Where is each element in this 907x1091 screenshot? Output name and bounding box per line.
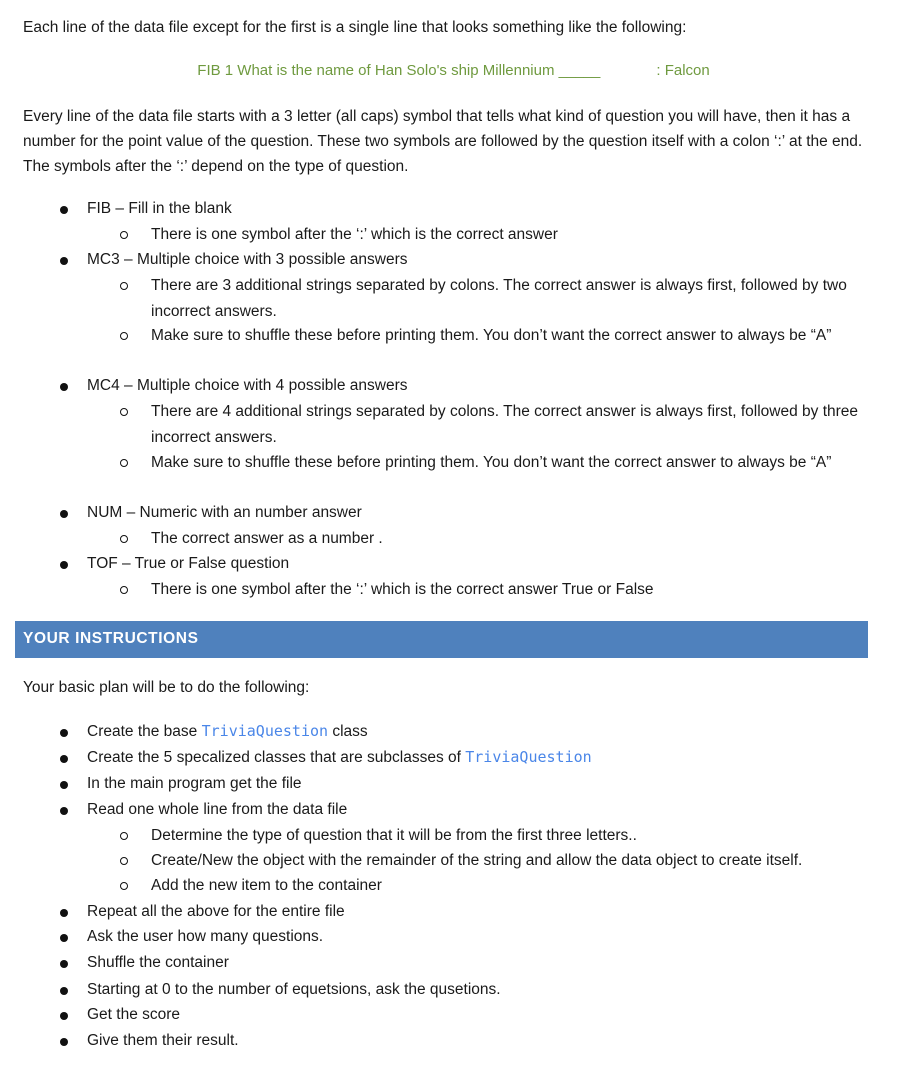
circle-bullet-icon <box>120 231 128 239</box>
type-mc4-note-2: Make sure to shuffle these before printing them. You don’t want the correct answer to always be “A” <box>151 454 832 471</box>
circle-bullet-icon <box>120 408 128 416</box>
type-num-note: The correct answer as a number . <box>151 530 383 547</box>
bullet-icon <box>60 257 68 265</box>
bullet-icon <box>60 561 68 569</box>
step-give-result: Give them their result. <box>87 1032 239 1049</box>
bullet-icon <box>60 960 68 968</box>
type-tof: TOF – True or False question <box>87 555 290 572</box>
type-num: NUM – Numeric with an number answer <box>87 504 362 521</box>
type-fib-note: There is one symbol after the ‘:’ which is the correct answer <box>151 226 558 243</box>
circle-bullet-icon <box>120 332 128 340</box>
instructions-lead: Your basic plan will be to do the following: <box>23 679 310 696</box>
step-get-file: In the main program get the file <box>87 775 302 792</box>
section-heading-banner <box>15 621 868 658</box>
bullet-icon <box>60 755 68 763</box>
substep-add-item: Add the new item to the container <box>151 877 382 894</box>
substep-create-object: Create/New the object with the remainder of the string and allow the data object to create itself. <box>151 852 803 869</box>
class-name-code: TriviaQuestion <box>465 748 592 766</box>
circle-bullet-icon <box>120 282 128 290</box>
bullet-icon <box>60 934 68 942</box>
bullet-icon <box>60 1012 68 1020</box>
step-repeat: Repeat all the above for the entire file <box>87 903 345 920</box>
circle-bullet-icon <box>120 882 128 890</box>
bullet-icon <box>60 807 68 815</box>
circle-bullet-icon <box>120 832 128 840</box>
type-mc3-note-2: Make sure to shuffle these before printing them. You don’t want the correct answer to always be “A” <box>151 327 832 344</box>
step-read-line: Read one whole line from the data file <box>87 801 348 818</box>
example-answer: : Falcon <box>656 62 710 79</box>
bullet-icon <box>60 206 68 214</box>
description-paragraph: Every line of the data file starts with a 3 letter (all caps) symbol that tells what kind of question you will have, then it has a number for the point value of the question. These two symbols are followed by the question itself with a colon ‘:’ at the end. The symbols after the ‘:’ depend on the type of question. <box>23 108 863 175</box>
example-question: FIB 1 What is the name of Han Solo's ship Millennium _____ <box>197 62 601 79</box>
circle-bullet-icon <box>120 535 128 543</box>
type-tof-note: There is one symbol after the ‘:’ which is the correct answer True or False <box>151 581 654 598</box>
bullet-icon <box>60 1038 68 1046</box>
bullet-icon <box>60 987 68 995</box>
section-heading: YOUR INSTRUCTIONS <box>23 630 199 647</box>
intro-text: Each line of the data file except for the first is a single line that looks something like the following: <box>23 19 687 36</box>
step-create-subclasses: Create the 5 specalized classes that are subclasses of TriviaQuestion <box>87 748 592 766</box>
step-shuffle: Shuffle the container <box>87 954 229 971</box>
bullet-icon <box>60 781 68 789</box>
bullet-icon <box>60 909 68 917</box>
step-get-score: Get the score <box>87 1006 181 1023</box>
class-name-code: TriviaQuestion <box>201 722 329 740</box>
step-ask-count: Ask the user how many questions. <box>87 928 324 945</box>
bullet-icon <box>60 729 68 737</box>
example-line <box>0 62 907 79</box>
type-mc3-note-1: There are 3 additional strings separated by colons. The correct answer is always first, followed by two incorrect answers. <box>151 277 847 320</box>
type-mc4-note-1: There are 4 additional strings separated by colons. The correct answer is always first, followed by three incorrect answers. <box>151 403 859 446</box>
step-create-base: Create the base TriviaQuestion class <box>87 722 368 740</box>
substep-determine-type: Determine the type of question that it will be from the first three letters.. <box>151 827 637 844</box>
type-fib: FIB – Fill in the blank <box>87 200 232 217</box>
circle-bullet-icon <box>120 857 128 865</box>
circle-bullet-icon <box>120 586 128 594</box>
circle-bullet-icon <box>120 459 128 467</box>
step-ask-questions: Starting at 0 to the number of equetsions, ask the qusetions. <box>87 981 501 998</box>
bullet-icon <box>60 383 68 391</box>
type-mc3: MC3 – Multiple choice with 3 possible answers <box>87 251 408 268</box>
bullet-icon <box>60 510 68 518</box>
type-mc4: MC4 – Multiple choice with 4 possible answers <box>87 377 408 394</box>
